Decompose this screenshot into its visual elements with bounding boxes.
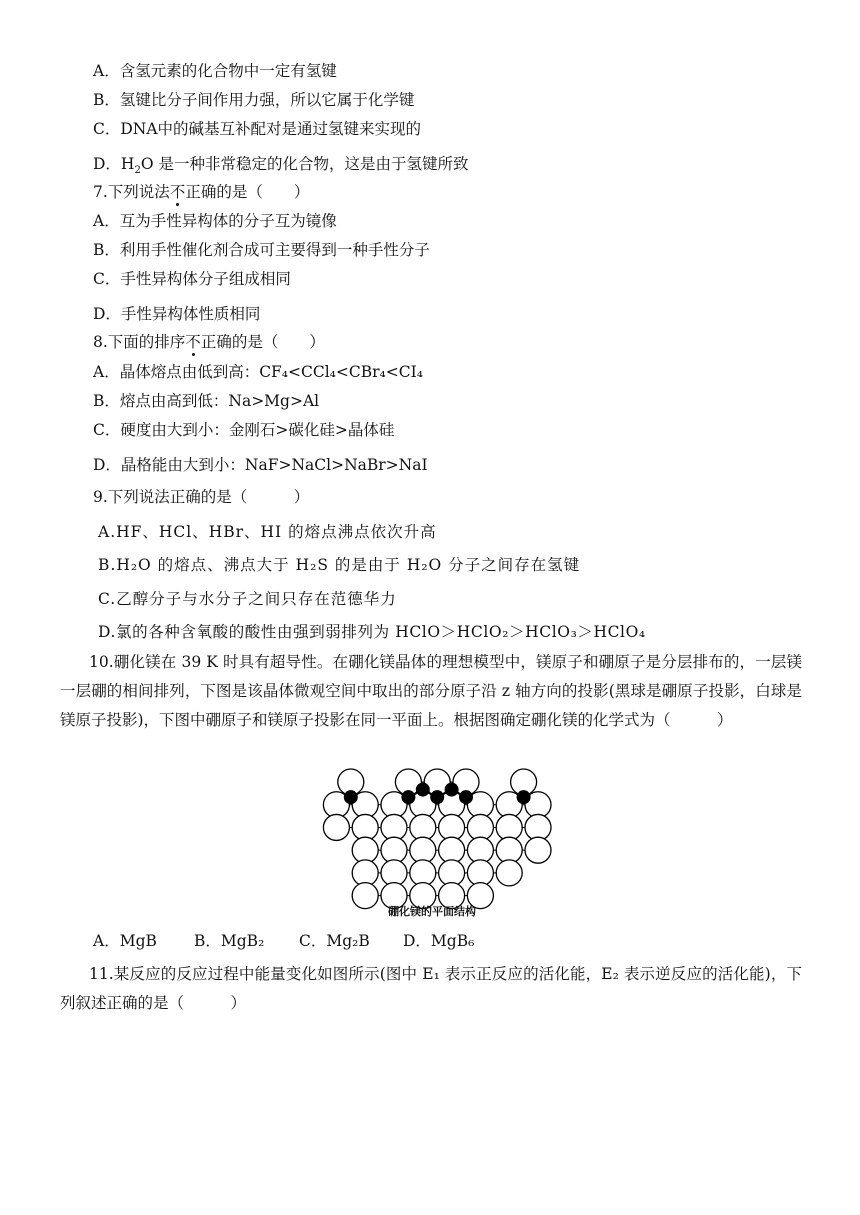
boron-atom — [344, 790, 358, 804]
q10-option-b: B．MgB₂ — [194, 932, 265, 950]
emphasis-dot: 不 — [169, 183, 186, 201]
boron-atom — [459, 790, 473, 804]
emphasis-dot: 不 — [185, 333, 201, 351]
q10-option-d: D．MgB₆ — [403, 932, 475, 950]
mgb2-figure — [306, 768, 576, 922]
magnesium-atom — [323, 814, 349, 840]
q10-option-a: A．MgB — [93, 932, 157, 950]
magnesium-atom — [352, 883, 378, 909]
q10-stem: 10.硼化镁在 39 K 时具有超导性。在硼化镁晶体的理想模型中，镁原子和硼原子是分层排布的，一层镁一层硼的相间排列，下图是该晶体微观空间中取出的部分原子沿 z 轴方向的投影(黑球是硼原子投影，白球是镁原子投影)，下图中硼原子和镁原子投影在同一平面上。根据图确定硼化镁的化学式为（ ） — [60, 653, 802, 729]
boron-atom — [445, 783, 459, 797]
boron-atom — [416, 783, 430, 797]
q11-stem: 11.某反应的反应过程中能量变化如图所示(图中 E₁ 表示正反应的活化能，E₂ 表示逆反应的活化能)，下列叙述正确的是（ ） — [60, 965, 802, 1012]
magnesium-atom — [496, 860, 522, 886]
boron-atom — [401, 790, 415, 804]
boron-atom — [430, 790, 444, 804]
boron-atom — [517, 790, 531, 804]
lattice-diagram — [306, 768, 576, 918]
exam-page: A．含氢元素的化合物中一定有氢键 B．氢键比分子间作用力强，所以它属于化学键 C．DNA中的碱基互补配对是通过氢键来实现的 D．$H_2O$ 是一种非常稳定的化合物，这是由于氢键所致 7.下列说法不正确的是（ ） A．互为手性异构体的分子互为镜像 B．利用手性催化剂合成可主要得到一种手性分子 C．手性异构体分子组成相同 D．手性异构体性质相同 8.下面的排序不正确的是（ ） A．晶体熔点由低到高：CF₄<CCl₄<CBr₄<CI₄ B．熔点由高到低：Na>Mg>Al C．硬度由大到小：金刚石>碳化硅>晶体硅 D．晶格能由大到小：NaF>NaCl>NaBr>NaI 9.下列说法正确的是（ ） A.HF、HCl、HBr、HI 的熔点沸点依次升高 B.H₂O 的熔点、沸点大于 H₂S 的是由于 H₂O 分子之间存在氢键 C.乙醇分子与水分子之间只存在范德华力 D.氯的各种含氧酸的酸性由强到弱排列为 HClO＞HClO₂＞HClO₃＞HClO₄ 10.硼化镁在 39 K 时具有超导性。在硼化镁晶体的理想模型中，镁原子和硼原子是分层排布的，一层镁一层硼的相间排列，下图是该晶体微观空间中取出的部分原子沿 z 轴方向的投影(黑球是硼原子投影，白球是镁原子投影)，下图中硼原子和镁原子投影在同一平面上。根据图确定硼化镁的化学式为（ ） 硼化镁的平面结构 A．MgB B．MgB₂ C．Mg₂B D．MgB₆ 11.某反应的反应过程中能量变化如图所示(图中 E₁ 表示正反应的活化能，E₂ 表示逆反应的活化能)，下列叙述正确的是（ ） — [0, 0, 860, 1215]
q10-option-c: C．Mg₂B — [299, 932, 370, 950]
magnesium-atom — [525, 837, 551, 863]
